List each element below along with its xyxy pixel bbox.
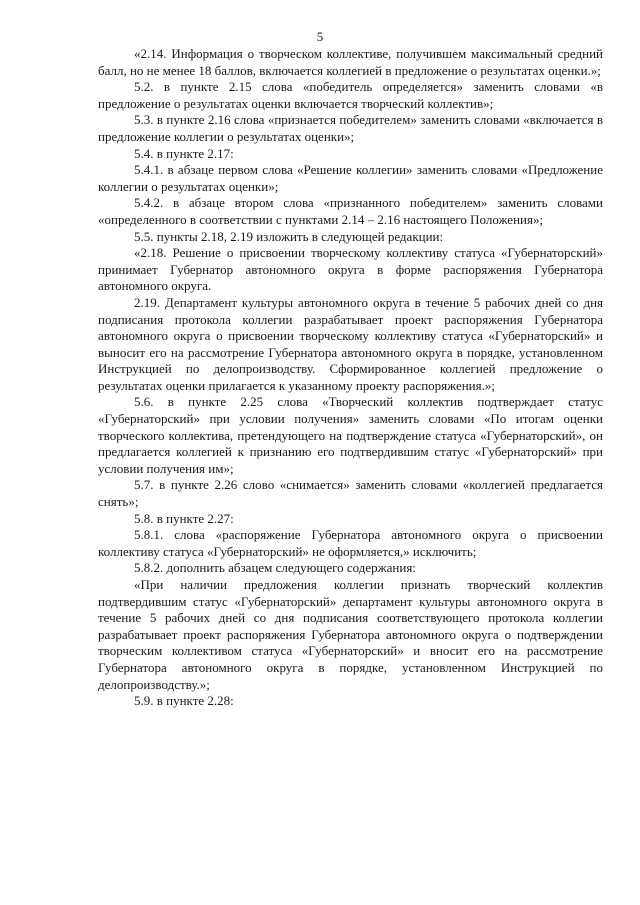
page-number: 5 <box>316 29 324 44</box>
paragraph-5-6: 5.6. в пункте 2.25 слова «Творческий коллектив подтверждает статус «Губернаторский» при условии получения» заменить словами «По итогам оценки творческого коллектива, претендующего на подтверждение статуса «Губернаторский», он предлагается коллегией к признанию его подтвердившим статус «Губернаторский» при условии получения им»; <box>98 394 603 476</box>
paragraph-2-18: «2.18. Решение о присвоении творческому коллективу статуса «Губернаторский» принимает Губернатор автономного округа в форме распоряжения Губернатора автономного округа. <box>98 245 603 294</box>
paragraph-5-8-2: 5.8.2. дополнить абзацем следующего содержания: <box>134 560 416 576</box>
paragraph-2-19: 2.19. Департамент культуры автономного округа в течение 5 рабочих дней со дня подписания протокола коллегии разрабатывает проект распоряжения Губернатора автономного округа о присвоении творческому коллективу статуса «Губернаторский» и выносит его на рассмотрение Губернатора автономного округа в порядке, установленном Инструкцией по делопроизводству. Сформированное коллегией предложение о результатах оценки прилагается к указанному проекту распоряжения.»; <box>98 294 603 393</box>
paragraph-2-14: «2.14. Информация о творческом коллективе, получившем максимальный средний балл, но не менее 18 баллов, включается коллегией в предложение о результатах оценки.»; <box>98 46 603 78</box>
paragraph-5-7: 5.7. в пункте 2.26 слово «снимается» заменить словами «коллегией предлагается снять»; <box>98 477 603 510</box>
paragraph-5-4-2: 5.4.2. в абзаце втором слова «признанного победителем» заменить словами «определенного в соответствии с пунктами 2.14 – 2.16 настоящего Положения»; <box>98 195 603 227</box>
document-body <box>98 46 603 710</box>
paragraph-5-4: 5.4. в пункте 2.17: <box>134 145 234 161</box>
paragraph-5-3: 5.3. в пункте 2.16 слова «признается победителем» заменить словами «включается в предложение коллегии о результатах оценки»; <box>98 112 603 144</box>
paragraph-5-8-1: 5.8.1. слова «распоряжение Губернатора автономного округа о присвоении коллективу статуса «Губернаторский» не оформляется,» исключить; <box>98 527 603 559</box>
paragraph-quoted-addition: «При наличии предложения коллегии признать творческий коллектив подтвердившим статус «Губернаторский» департамент культуры автономного округа в течение 5 рабочих дней со дня подписания соответствующего протокола коллегии разрабатывает проект распоряжения Губернатора автономного округа о подтверждении творческим коллективом статуса «Губернаторский» и вносит его на рассмотрение Губернатора автономного округа в порядке, установленном Инструкцией по делопроизводству.»; <box>98 577 603 692</box>
paragraph-5-2: 5.2. в пункте 2.15 слова «победитель определяется» заменить словами «в предложение о результатах оценки включается творческий коллектив»; <box>98 79 603 111</box>
paragraph-5-4-1: 5.4.1. в абзаце первом слова «Решение коллегии» заменить словами «Предложение коллегии о результатах оценки»; <box>98 162 603 194</box>
paragraph-5-9: 5.9. в пункте 2.28: <box>134 693 234 709</box>
paragraph-5-8: 5.8. в пункте 2.27: <box>134 510 234 526</box>
paragraph-5-5: 5.5. пункты 2.18, 2.19 изложить в следующей редакции: <box>134 228 444 244</box>
